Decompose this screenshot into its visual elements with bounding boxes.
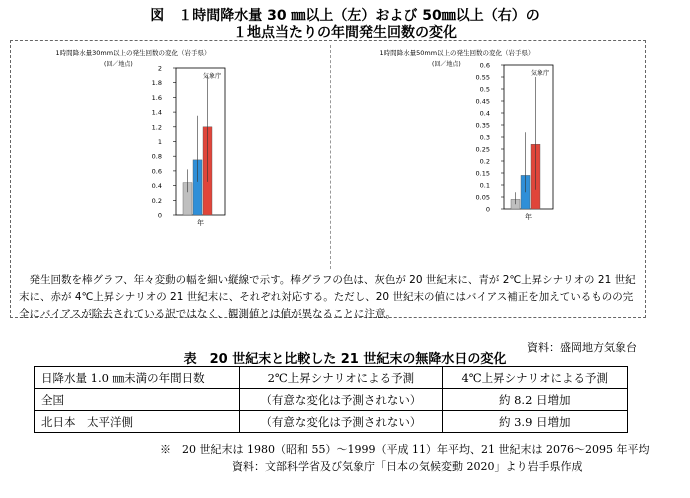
y-tick-label: 0.2 xyxy=(151,196,162,205)
x-tick-label: 年 xyxy=(525,213,532,221)
table-row xyxy=(35,411,628,433)
y-tick-label: 2 xyxy=(157,64,162,73)
table-cell: 全国 xyxy=(35,389,240,411)
chart-title: 1時間降水量30mm以上の発生回数の変化（岩手県） xyxy=(55,49,211,57)
y-tick-label: 0.15 xyxy=(475,169,490,178)
x-tick-label: 年 xyxy=(197,219,204,227)
table-cell: （有意な変化は予測されない） xyxy=(240,389,442,411)
table-cell: 約 3.9 日増加 xyxy=(442,411,628,433)
chart-50mm-svg xyxy=(337,45,637,270)
chart-50mm xyxy=(337,45,637,270)
table-note: ※ 20 世紀末は 1980（昭和 55）～1999（平成 11）年平均、21 世紀末は 2076～2095 年平均 xyxy=(160,443,650,456)
table-header-cell: 4℃上昇シナリオによる予測 xyxy=(442,367,628,389)
table-source: 資料：文部科学省及び気象庁「日本の気候変動 2020」より岩手県作成 xyxy=(232,460,583,473)
y-tick-label: 1 xyxy=(157,138,162,146)
y-tick-label: 0.4 xyxy=(479,109,490,118)
figure-caption: 発生回数を棒グラフ、年々変動の幅を細い縦線で示す。棒グラフの色は、灰色が 20 世紀末に、青が 2℃上昇シナリオの 21 世紀末に、赤が 4℃上昇シナリオの 21 世紀末に、それぞれ対応する。ただし、20 世紀末の値にはバイアス補正を加えているものの完全にバイアスが除去されている訳ではなく、観測値とは値が異なることに注意。 xyxy=(19,274,636,320)
table-header-cell: 日降水量 1.0 ㎜未満の年間日数 xyxy=(35,367,240,389)
y-tick-label: 0.2 xyxy=(479,157,490,166)
chart-30mm xyxy=(13,45,313,270)
y-tick-label: 0.45 xyxy=(475,97,490,106)
figure-source: 資料：盛岡地方気象台 xyxy=(527,341,637,354)
no-rain-days-table xyxy=(34,366,628,433)
y-tick-label: 0.1 xyxy=(479,181,490,190)
table-cell: 北日本 太平洋側 xyxy=(35,411,240,433)
y-tick-label: 0.6 xyxy=(151,167,162,176)
table-row xyxy=(35,389,628,411)
chart-divider xyxy=(330,45,331,269)
chart-title: 1時間降水量50mm以上の発生回数の変化（岩手県） xyxy=(379,49,535,57)
y-axis-label: (回／地点) xyxy=(104,61,133,68)
y-tick-label: 0.5 xyxy=(479,85,490,94)
table-header-row xyxy=(35,367,628,389)
y-tick-label: 0.55 xyxy=(475,73,490,82)
y-tick-label: 0 xyxy=(485,205,490,214)
y-tick-label: 0.6 xyxy=(479,61,490,70)
table-cell: （有意な変化は予測されない） xyxy=(240,411,442,433)
chart-annotation: 気象庁 xyxy=(203,73,222,80)
y-tick-label: 0.35 xyxy=(475,121,490,130)
figure-panel xyxy=(10,40,646,354)
y-tick-label: 1.2 xyxy=(151,123,162,132)
chart-annotation: 気象庁 xyxy=(531,70,550,77)
y-tick-label: 0.8 xyxy=(151,152,162,161)
y-tick-label: 1.8 xyxy=(151,79,162,88)
y-tick-label: 0.25 xyxy=(475,145,490,154)
y-tick-label: 0.05 xyxy=(475,193,490,202)
y-tick-label: 1.4 xyxy=(151,108,162,117)
y-tick-label: 0 xyxy=(157,211,162,220)
table-header-cell: 2℃上昇シナリオによる予測 xyxy=(240,367,442,389)
y-tick-label: 0.4 xyxy=(151,182,162,191)
y-axis-label: (回／地点) xyxy=(432,61,461,68)
table-cell: 約 8.2 日増加 xyxy=(442,389,628,411)
chart-30mm-svg xyxy=(13,45,313,270)
y-tick-label: 1.6 xyxy=(151,93,162,102)
table-title: 表 20 世紀末と比較した 21 世紀末の無降水日の変化 xyxy=(183,352,507,367)
figure-title-line2: １地点当たりの年間発生回数の変化 xyxy=(233,25,457,41)
figure-title-line1: 図 １時間降水量 30 ㎜以上（左）および 50㎜以上（右）の xyxy=(150,8,540,24)
y-tick-label: 0.3 xyxy=(479,133,490,142)
